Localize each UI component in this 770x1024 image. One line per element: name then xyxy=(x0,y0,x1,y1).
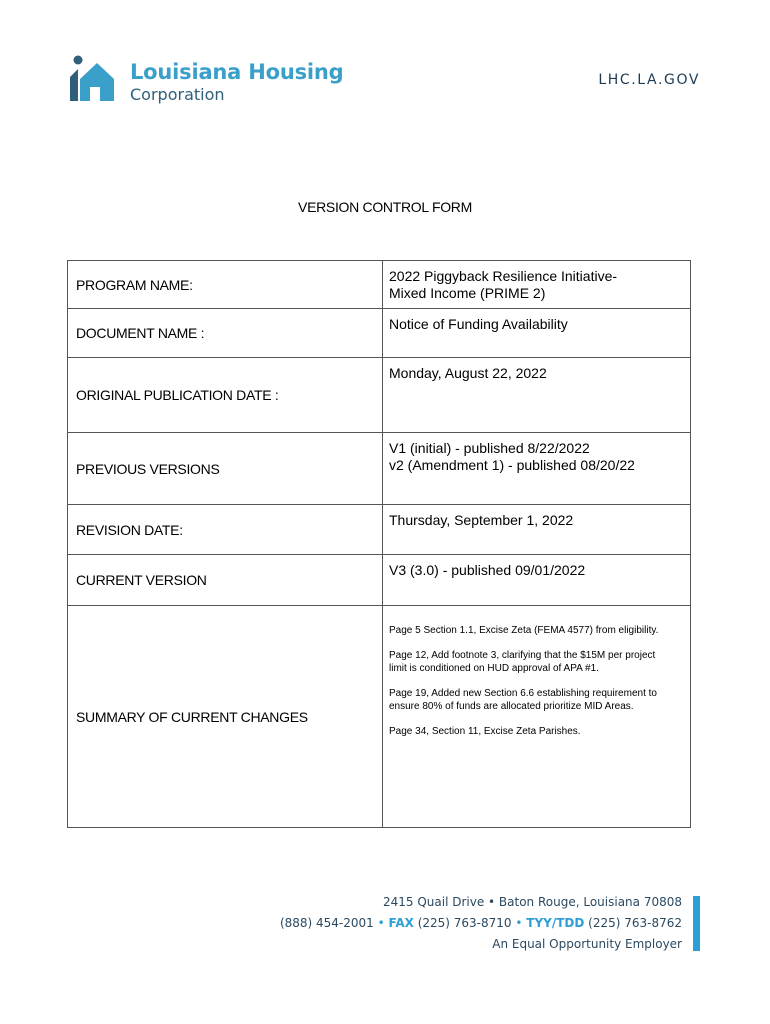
original-publication-date-label: ORIGINAL PUBLICATION DATE : xyxy=(68,358,383,433)
form-title: VERSION CONTROL FORM xyxy=(298,199,472,215)
summary-item xyxy=(389,687,684,713)
footer-separator: • xyxy=(373,916,389,930)
summary-label: SUMMARY OF CURRENT CHANGES xyxy=(68,606,383,828)
house-logo-icon xyxy=(68,55,118,103)
footer-accent-bar xyxy=(693,896,700,951)
footer-address: 2415 Quail Drive • Baton Rouge, Louisiana 70808 xyxy=(382,895,682,909)
value-line: V3 (3.0) - published 09/01/2022 xyxy=(389,562,586,578)
value-line: Notice of Funding Availability xyxy=(389,316,568,332)
summary-line: limit is conditioned on HUD approval of APA #1. xyxy=(389,663,599,674)
original-publication-date-value xyxy=(383,358,691,433)
website-link[interactable]: LHC.LA.GOV xyxy=(598,72,700,88)
table-row xyxy=(68,261,691,309)
document-name-value xyxy=(383,309,691,358)
summary-line: Page 5 Section 1.1, Excise Zeta (FEMA 4577) from eligibility. xyxy=(389,625,659,636)
summary-item xyxy=(389,649,684,675)
current-version-label: CURRENT VERSION xyxy=(68,555,383,606)
document-name-label: DOCUMENT NAME : xyxy=(68,309,383,358)
value-line: v2 (Amendment 1) - published 08/20/22 xyxy=(389,457,635,473)
value-line: Thursday, September 1, 2022 xyxy=(389,512,574,528)
value-line: V1 (initial) - published 8/22/2022 xyxy=(389,440,590,456)
table-row xyxy=(68,606,691,828)
footer-contact xyxy=(280,892,682,955)
summary-line: Page 34, Section 11, Excise Zeta Parishes. xyxy=(389,726,581,737)
previous-versions-value xyxy=(383,433,691,505)
footer-fax: (225) 763-8710 xyxy=(413,916,512,930)
summary-line: Page 12, Add footnote 3, clarifying that the $15M per project xyxy=(389,650,656,661)
summary-value xyxy=(383,606,691,828)
footer-tty-label: TYY/TDD xyxy=(526,916,585,930)
org-logo xyxy=(68,55,344,105)
footer-separator: • xyxy=(511,916,527,930)
value-line: 2022 Piggyback Resilience Initiative- xyxy=(389,268,618,284)
table-row xyxy=(68,555,691,606)
table-row xyxy=(68,505,691,555)
footer-fax-label: FAX xyxy=(388,916,414,930)
table-row xyxy=(68,309,691,358)
summary-line: ensure 80% of funds are allocated prioritize MID Areas. xyxy=(389,701,634,712)
footer-phones xyxy=(280,913,682,934)
value-line: Mixed Income (PRIME 2) xyxy=(389,285,546,301)
footer-phone: (888) 454-2001 xyxy=(279,916,374,930)
table-row xyxy=(68,358,691,433)
previous-versions-label: PREVIOUS VERSIONS xyxy=(68,433,383,505)
summary-line: Page 19, Added new Section 6.6 establishing requirement to xyxy=(389,688,657,699)
program-name-label: PROGRAM NAME: xyxy=(68,261,383,309)
org-name-line1: Louisiana Housing xyxy=(130,60,344,84)
summary-item xyxy=(389,624,684,637)
revision-date-label: REVISION DATE: xyxy=(68,505,383,555)
org-name-line2: Corporation xyxy=(130,85,225,104)
revision-date-value xyxy=(383,505,691,555)
footer-tty: (225) 763-8762 xyxy=(584,916,682,930)
version-control-table xyxy=(67,260,691,828)
program-name-value xyxy=(383,261,691,309)
current-version-value xyxy=(383,555,691,606)
footer-tagline: An Equal Opportunity Employer xyxy=(492,937,682,951)
summary-item xyxy=(389,725,684,738)
value-line: Monday, August 22, 2022 xyxy=(389,365,547,381)
table-row xyxy=(68,433,691,505)
